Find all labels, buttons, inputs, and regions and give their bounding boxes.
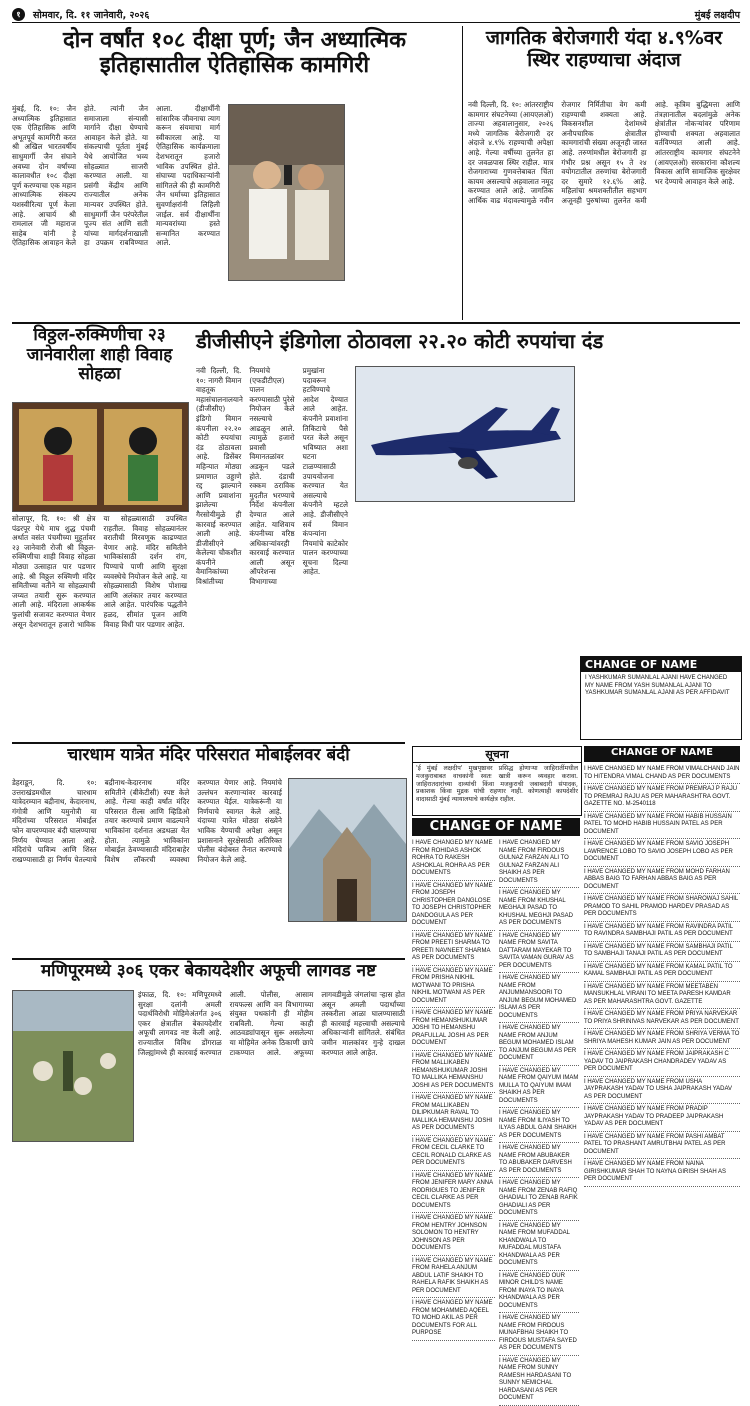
classified-item: I HAVE CHANGED MY NAME FROM PRADIP JAYPRAKASH YADAV TO PRADEEP JAIPRAKASH YADAV AS PER DOCUMENT <box>584 1104 740 1132</box>
classified-item: I HAVE CHANGED MY NAME FROM HENTRY JOHNSON SOLOMON TO HENTRY JOHNSON AS PER DOCUMENTS <box>412 1213 495 1256</box>
classified-item: I HAVE CHANGED MY NAME FROM MALLIKABEN DILIPKUMAR RAVAL TO MALLIKA HEMANSHU JOSHI AS PER DOCUMENTS <box>412 1093 495 1136</box>
classified-item: I HAVE CHANGED MY NAME FROM HEMANSHUKUMAR JOSHI TO HEMANSHU PRAFULLAL JOSHI AS PER DOCUMENT <box>412 1008 495 1051</box>
change-of-name-entry: I YASHKUMAR SUMANLAL AJANI HAVE CHANGED MY NAME FROM YASH SUMANLAL AJANI TO YASHKUMAR SUMANLAL AJANI AS PER AFFIDAVIT <box>585 675 730 696</box>
change-of-name-heading-right: CHANGE OF NAME <box>584 746 740 762</box>
section-rule <box>12 322 740 324</box>
manipur-headline: मणिपूरमध्ये ३०६ एकर बेकायदेशीर अफूची लागवड नष्ट <box>41 961 376 981</box>
classified-item: I HAVE CHANGED MY NAME FROM QAIYUM IMAM MULLA TO QAIYUM IMAM SHAIKH AS PER DOCUMENTS <box>499 1066 579 1109</box>
paper-name: मुंबई लक्षदीप <box>694 9 740 21</box>
classified-item: I HAVE CHANGED MY NAME FROM SAVIO JOSEPH LAWRENCE LOBO TO SAVIO JOSEPH LOBO AS PER DOCUMENT <box>584 839 740 867</box>
jain-headline: दोन वर्षांत १०८ दीक्षा पूर्ण; जैन अध्यात्मिक इतिहासातील ऐतिहासिक कामगिरी <box>62 28 407 79</box>
indigo-body: नवी दिल्ली, दि. १०: नागरी विमान वाहतूक महासंचालनालयाने (डीजीसीए) इंडिगो विमान कंपनीला २२.२० कोटी रुपयांचा दंड ठोठावला आहे. डिसेंबर महिन्यात मोठ्या प्रमाणात उड्डाणे रद्द झाल्याने आणि प्रवाशांना झालेल्या गैरसोयीमुळे ही कारवाई करण्यात आली आहे. डीजीसीएने केलेल्या चौकशीत कंपनीने वैमानिकांच्या विश्रांतीच्या नियमांचे (एफडीटीएल) पालन करण्यासाठी पुरेसे नियोजन केले नसल्याचे आढळून आले. त्यामुळे हजारो प्रवासी विमानतळांवर अडकून पडले होते. दंडाची रक्कम ठराविक मुदतीत भरण्याचे निर्देश कंपनीला देण्यात आले आहेत. याशिवाय कंपनीच्या वरिष्ठ अधिकाऱ्यांवरही कारवाई करण्यात आली असून ऑपरेशन्स विभागाच्या प्रमुखांना पदावरून हटविण्याचे आदेश देण्यात आले आहेत. कंपनीने प्रवाशांना तिकिटाचे पैसे परत केले असून भविष्यात अशा घटना टाळण्यासाठी उपाययोजना करण्यात येत असल्याचे कंपनीने म्हटले आहे. डीजीसीएने सर्व विमान कंपन्यांना नियमांचे काटेकोर पालन करण्याच्या सूचना दिल्या आहेत. <box>196 366 348 587</box>
classified-item: I HAVE CHANGED MY NAME FROM ROHIDAS ASHOK ROHRA TO RAKESH ASHOKLAL ROHRA AS PER DOCUMENTS <box>412 838 495 881</box>
classified-item: I HAVE CHANGED MY NAME FROM NAINA GIRISHKUMAR SHAH TO NAYNA GIRISH SHAH AS PER DOCUMENT <box>584 1159 740 1187</box>
classified-column-2 <box>499 838 579 1401</box>
classified-item: I HAVE CHANGED MY NAME FROM CECIL CLARKE TO CECIL RONALD CLARKE AS PER DOCUMENTS <box>412 1136 495 1171</box>
jain-photo <box>228 104 345 281</box>
classified-item: I HAVE CHANGED OUR MINOR CHILD'S NAME FROM INAYA TO INAYA KHANDWALA AS PER DOCUMENTS <box>499 1271 579 1314</box>
section-rule <box>12 958 405 960</box>
change-of-name-heading: CHANGE OF NAME <box>412 818 580 836</box>
notice-title: सूचना <box>413 747 581 763</box>
classified-item: I HAVE CHANGED MY NAME FROM PRISHA NIKHIL MOTWANI TO PRISHA NIKHIL MOTWANI AS PER DOCUMENT <box>412 966 495 1009</box>
indigo-body-under-photo <box>355 504 573 600</box>
chardham-headline: चारधाम यात्रेत मंदिर परिसरात मोबाईलवर बंदी <box>67 745 350 765</box>
classified-item: I HAVE CHANGED MY NAME FROM KHUSHAL MEGHAJI PASAD TO KHUSHAL MEGHJI PASAD AS PER DOCUMENTS <box>499 888 579 931</box>
classified-item: I HAVE CHANGED MY NAME FROM SAMBHAJI PATIL TO SAMBHAJI TANAJI PATIL AS PER DOCUMENT <box>584 942 740 962</box>
classified-item: I HAVE CHANGED MY NAME FROM MUFADDAL KHANDWALA TO MUFADDAL MUSTAFA KHANDWALA AS PER DOCUMENTS <box>499 1221 579 1271</box>
manipur-body: इंफाळ, दि. १०: मणिपूरमध्ये सुरक्षा दलांनी अमली पदार्थविरोधी मोहिमेअंतर्गत ३०६ एकर क्षेत्रातील बेकायदेशीर अफूची लागवड नष्ट केली आहे. राज्यातील विविध डोंगराळ जिल्ह्यांमध्ये ही कारवाई करण्यात आली. पोलीस, आसाम रायफल्स आणि वन विभागाच्या संयुक्त पथकांनी ही मोहीम राबविली. गेल्या काही आठवड्यांपासून सुरू असलेल्या या मोहिमेत अनेक ठिकाणी छापे टाकण्यात आले. अफूच्या लागवडीमुळे जंगलांचा ऱ्हास होत असून अमली पदार्थांच्या तस्करीला आळा घालण्यासाठी ही कारवाई महत्त्वाची असल्याचे अधिकाऱ्यांनी सांगितले. संबंधित जमीन मालकांवर गुन्हे दाखल करण्यात आले आहेत. <box>138 990 405 1057</box>
classified-item: I HAVE CHANGED MY NAME FROM KAMAL PATIL TO KAMAL SAMBHAJI PATIL AS PER DOCUMENT <box>584 962 740 982</box>
classified-item: I HAVE CHANGED MY NAME FROM FIRDOUS GULNAZ FARZAN ALI TO GULNAZ FARZAN ALI SHAIKH AS PER DOCUMENTS <box>499 838 579 888</box>
classified-item: I HAVE CHANGED MY NAME FROM ABUBAKER TO ABUBAKER DARVESH AS PER DOCUMENTS <box>499 1143 579 1178</box>
classified-item: I HAVE CHANGED MY NAME FROM ANJUM BEGUM MOHAMED ISLAM TO ANJUM BEGUM AS PER DOCUMENT <box>499 1023 579 1066</box>
indigo-photo <box>355 366 575 502</box>
classified-item: I HAVE CHANGED MY NAME FROM VIMALCHAND JAIN TO HITENDRA VIMAL CHAND AS PER DOCUMENTS <box>584 764 740 784</box>
classified-item: I HAVE CHANGED MY NAME FROM MOHAMMED AQEEL TO MOHD AKIL AS PER DOCUMENTS FOR ALL PURPOSE <box>412 1298 495 1341</box>
classified-item: I HAVE CHANGED MY NAME FROM ILIYASH TO ILYAS ABDUL GANI SHAIKH AS PER DOCUMENTS <box>499 1108 579 1143</box>
indigo-headline: डीजीसीएने इंडिगोला ठोठावला २२.२० कोटी रुपयांचा दंड <box>196 329 604 353</box>
classified-item: I HAVE CHANGED MY NAME FROM MOHD FARHAN ABBAS BAIG TO FARHAN ABBAS BAIG AS PER DOCUMENT <box>584 867 740 895</box>
classified-item: I HAVE CHANGED MY NAME FROM SAVITA DATTARAM MAYEKAR TO SAVITA VAMAN GURAV AS PER DOCUMENTS <box>499 931 579 974</box>
chardham-body: डेहराडून, दि. १०: उत्तराखंडमधील चारधाम यात्रेदरम्यान बद्रीनाथ, केदारनाथ, गंगोत्री आणि यमुनोत्री या मंदिरांच्या परिसरात मोबाईल फोन वापरण्यावर बंदी घालण्याचा निर्णय घेण्यात आला आहे. मंदिरांचे पावित्र्य आणि शिस्त राखण्यासाठी हा निर्णय घेतल्याचे बद्रीनाथ-केदारनाथ मंदिर समितीने (बीकेटीसी) स्पष्ट केले आहे. गेल्या काही वर्षांत मंदिर परिसरात रील्स आणि व्हिडिओ तयार करण्याचे प्रमाण वाढल्याने भाविकांना दर्शनात अडथळा येत होता. त्यामुळे भाविकांना मोबाईल ठेवण्यासाठी मंदिराबाहेर विशेष लॉकरची व्यवस्था करण्यात येणार आहे. नियमांचे उल्लंघन करणाऱ्यांवर कारवाई करण्यात येईल. यात्रेकरूंनी या निर्णयाचे स्वागत केले आहे. यंदाच्या यात्रेत मोठ्या संख्येने भाविक येण्याची अपेक्षा असून प्रशासनाने सुरक्षेसाठी अतिरिक्त पोलीस बंदोबस्त तैनात करण्याचे नियोजन केले आहे. <box>12 778 282 864</box>
classified-item: I HAVE CHANGED MY NAME FROM FIRDOUS MUNAFBHAI SHAIKH TO FIRDOUS MUSTAFA SAYED AS PER DOCUMENTS <box>499 1313 579 1356</box>
classified-item: I HAVE CHANGED MY NAME FROM RAVINDRA PATIL TO RAVINDRA SAMBHAJI PATIL AS PER DOCUMENT <box>584 922 740 942</box>
classified-column-3 <box>584 764 740 1182</box>
unemployment-headline: जागतिक बेरोजगारी यंदा ४.९%वर स्थिर राहण्याचा अंदाज <box>485 27 723 71</box>
classified-column-1 <box>412 838 495 1336</box>
page-header <box>12 6 740 23</box>
classified-item: I HAVE CHANGED MY NAME FROM JENIFER MARY ANNA RODRIGUES TO JENIFER CECIL CLARKE AS PER DOCUMENTS <box>412 1171 495 1214</box>
classified-item: I HAVE CHANGED MY NAME FROM MALLIKABEN HEMANSHUKUMAR JOSHI TO MALLIKA HEMANSHU JOSHI AS PER DOCUMENTS <box>412 1051 495 1094</box>
notice-box <box>412 746 582 816</box>
classified-item: I HAVE CHANGED MY NAME FROM PREMRAJ P RAJU TO PREMRAJ RAJU AS PER MAHARASHTRA GOVT. GAZETTE NO. M-2540118 <box>584 784 740 812</box>
dateline: सोमवार, दि. ११ जानेवारी, २०२६ <box>33 9 150 21</box>
classified-item: I HAVE CHANGED MY NAME FROM PRIYA NARVEKAR TO PRIYA SHRINIVAS NARVEKAR AS PER DOCUMENT <box>584 1009 740 1029</box>
classified-item: I HAVE CHANGED MY NAME FROM HABIB HUSSAIN PATEL TO MOHD HABIB HUSSAIN PATEL AS PER DOCUMENT <box>584 812 740 840</box>
jain-body: मुंबई, दि. १०: जैन अध्यात्मिक इतिहासात एक ऐतिहासिक आणि अभूतपूर्व कामगिरी करत श्री अखिल भारतवर्षीय साधुमार्गी जैन संघाने अवघ्या दोन वर्षांच्या कालावधीत १०८ दीक्षा पूर्ण करण्याचा एक महान आध्यात्मिक संकल्प यशस्वीरित्या पूर्ण केला आहे. आचार्य श्री रामलाल जी महाराज साहेब यांनी हे ऐतिहासिक आवाहन केले होते. त्यांनी जैन समाजाला संन्यासी मार्गाने दीक्षा घेण्याचे आवाहन केले होते. या संकल्पाची पूर्तता मुंबई येथे आयोजित भव्य सोहळ्यात साजरी करण्यात आली. या प्रसंगी केंद्रीय आणि राज्यातील अनेक मान्यवर उपस्थित होते. साधुमार्गी जैन परंपरेतील पूज्य संत आणि सती यांच्या मार्गदर्शनाखाली हा उपक्रम राबविण्यात आला. दीक्षार्थींनी सांसारिक जीवनाचा त्याग करून संयमाचा मार्ग स्वीकारला आहे. या ऐतिहासिक कार्यक्रमाला देशभरातून हजारो भाविक उपस्थित होते. संघाच्या पदाधिकाऱ्यांनी सांगितले की ही कामगिरी जैन धर्माच्या इतिहासात सुवर्णाक्षरांनी लिहिली जाईल. सर्व दीक्षार्थींना मान्यवरांच्या हस्ते सन्मानित करण्यात आले. <box>12 104 220 248</box>
chardham-body-cont <box>288 924 405 952</box>
vitthal-headline: विठ्ठल-रुक्मिणीचा २३ जानेवारीला शाही विवाह सोहळा <box>26 325 173 385</box>
classified-item: I HAVE CHANGED MY NAME FROM USHA JAYPRAKASH YADAV TO USHA JAIPRAKASH YADAV AS PER DOCUMENT <box>584 1077 740 1105</box>
classified-item: I HAVE CHANGED MY NAME FROM SHAROWAJ SAHIL PRAMOD TO SAHIL PRAMOD HARDEV PRASAD AS PER DOCUMENTS <box>584 894 740 922</box>
chardham-photo <box>288 778 407 922</box>
unemployment-body: नवी दिल्ली, दि. १०: आंतरराष्ट्रीय कामगार संघटनेच्या (आयएलओ) ताज्या अहवालानुसार, २०२६ मध्ये जागतिक बेरोजगारी दर अंदाजे ४.९% राहण्याची अपेक्षा आहे. गेल्या वर्षीच्या तुलनेत हा दर जवळपास स्थिर राहील. मात्र रोजगाराच्या गुणवत्तेबाबत चिंता कायम असल्याचे अहवालात नमूद करण्यात आले आहे. जागतिक आर्थिक वाढ मंदावल्यामुळे नवीन रोजगार निर्मितीचा वेग कमी राहण्याची शक्यता आहे. विकसनशील देशांमध्ये अनौपचारिक क्षेत्रातील कामगारांची संख्या अजूनही जास्त आहे. तरुणांमधील बेरोजगारी हा गंभीर प्रश्न असून १५ ते २४ वयोगटातील तरुणांचा बेरोजगारी दर सुमारे १२.६% आहे. महिलांचा श्रमशक्तीतील सहभाग अजूनही पुरुषांच्या तुलनेत कमी आहे. कृत्रिम बुद्धिमत्ता आणि तंत्रज्ञानातील बदलांमुळे अनेक क्षेत्रांतील नोकऱ्यांवर परिणाम होण्याची शक्यता अहवालात वर्तविण्यात आली आहे. आंतरराष्ट्रीय कामगार संघटनेने (आयएलओ) सरकारांना कौशल्य विकास आणि सामाजिक सुरक्षेवर भर देण्याचे आवाहन केले आहे. <box>468 100 740 205</box>
classified-item: I HAVE CHANGED MY NAME FROM SUNNY RAMESH HARDASANI TO SUNNY NEMICHAL HARDASANI AS PER DOCUMENT <box>499 1356 579 1406</box>
change-of-name-box <box>580 656 742 740</box>
classified-item: I HAVE CHANGED MY NAME FROM PREETI SHARMA TO PREETI NAVNEET SHARMA AS PER DOCUMENTS <box>412 931 495 966</box>
classified-item: I HAVE CHANGED MY NAME FROM SHRIYA VERMA TO SHRIYA MAHESH KUMAR JAIN AS PER DOCUMENT <box>584 1029 740 1049</box>
jain-body-right <box>350 104 458 320</box>
section-rule <box>12 742 405 744</box>
classified-item: I HAVE CHANGED MY NAME FROM JOSEPH CHRISTOPHER DANGLOSE TO JOSEPH CHRISTOPHER DANDOGULA AS PER DOCUMENT <box>412 881 495 931</box>
change-of-name-title: CHANGE OF NAME <box>581 657 741 672</box>
classified-item: I HAVE CHANGED MY NAME FROM JAIPRAKASH C YADAV TO JAIPRAKASH CHANDRADEV YADAV AS PER DOCUMENT <box>584 1049 740 1077</box>
classified-item: I HAVE CHANGED MY NAME FROM ZENAB RAFIQ GHADIALI TO ZENAB RAFIK GHADIALI AS PER DOCUMENTS <box>499 1178 579 1221</box>
notice-body: 'ई मुंबई लक्षदीप' मुखपृष्ठावर प्रसिद्ध होणाऱ्या जाहिरातींमधील मजकुराबाबत वाचकांनी स्वतः खात्री करून व्यवहार करावा. जाहिरातदारांच्या दाव्यांची किंवा मजकुराची जबाबदारी संपादक, प्रकाशक किंवा मुद्रक यांची राहणार नाही. कोणत्याही कायदेशीर वादासाठी मुंबई न्यायालयाचे कार्यक्षेत्र राहील. <box>416 765 578 804</box>
column-rule <box>462 26 463 320</box>
manipur-photo <box>12 990 134 1142</box>
page-number: १ <box>12 8 25 21</box>
classified-item: I HAVE CHANGED MY NAME FROM ANJUMMANSOORI TO ANJUM BEGUM MOHAMED ISLAM AS PER DOCUMENTS <box>499 973 579 1023</box>
classified-item: I HAVE CHANGED MY NAME FROM MEETABEN MANSUKHLAL VIRANI TO MEETA PARESH KAMDAR AS PER MAHARASHTRA GOVT. GAZETTE <box>584 982 740 1010</box>
classified-item: I HAVE CHANGED MY NAME FROM PASHI AMBAT PATEL TO PRASHANT AMRUTBHAI PATEL AS PER DOCUMENT <box>584 1132 740 1160</box>
indigo-body-right <box>580 366 740 648</box>
classified-item: I HAVE CHANGED MY NAME FROM RAHELA ANJUM ABDUL LATIF SHAIKH TO RAHELA RAFIK SHAIKH AS PER DOCUMENT <box>412 1256 495 1299</box>
vitthal-photo <box>12 402 189 512</box>
vitthal-body: सोलापूर, दि. १०: श्री क्षेत्र पंढरपूर येथे माघ शुद्ध पंचमी अर्थात वसंत पंचमीच्या मुहूर्तावर २३ जानेवारी रोजी श्री विठ्ठल-रुक्मिणीचा शाही विवाह सोहळा मोठ्या उत्साहात पार पडणार आहे. श्री विठ्ठल रुक्मिणी मंदिर समितीच्या वतीने या सोहळ्याची जय्यत तयारी सुरू करण्यात आली आहे. मंदिराला आकर्षक फुलांची सजावट करण्यात येणार असून देशभरातून हजारो भाविक या सोहळ्यासाठी उपस्थित राहतील. विवाह सोहळ्यानंतर वरातीची मिरवणूक काढण्यात येणार आहे. मंदिर समितीने भाविकांसाठी दर्शन रांग, पिण्याचे पाणी आणि सुरक्षा व्यवस्थेचे नियोजन केले आहे. या सोहळ्यासाठी विशेष पोशाख आणि अलंकार तयार करण्यात आले आहेत. पारंपरिक पद्धतीने हळद, सीमांत पूजन आणि विवाह विधी पार पडणार आहेत. <box>12 514 187 629</box>
jain-body-cont <box>228 282 343 320</box>
